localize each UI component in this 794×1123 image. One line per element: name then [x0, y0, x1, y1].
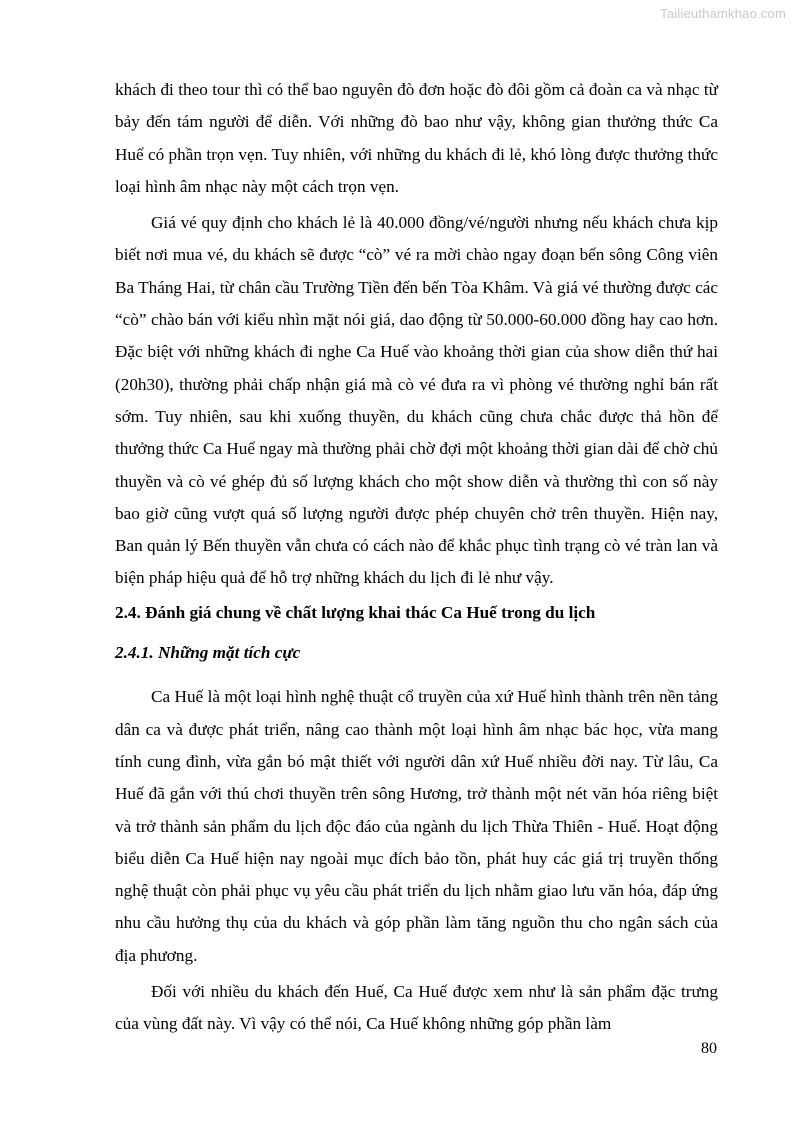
paragraph-tourist-product: Đối với nhiều du khách đến Huế, Ca Huế được xem như là sản phẩm đặc trưng của vùng đất này. Vì vậy có thể nói, Ca Huế không những góp phần làm [115, 982, 718, 1034]
section-heading: 2.4. Đánh giá chung về chất lượng khai thác Ca Huế trong du lịch [115, 602, 596, 622]
page-number: 80 [701, 1040, 717, 1057]
paragraph-positive-aspects: Ca Huế là một loại hình nghệ thuật cổ truyền của xứ Huế hình thành trên nền tảng dân ca và được phát triển, nâng cao thành một loại hình âm nhạc bác học, vừa mang tính cung đình, vừa gắn bó mật thiết với người dân xứ Huế nhiều đời nay. Từ lâu, Ca Huế đã gắn với thú chơi thuyền trên sông Hương, trở thành một nét văn hóa riêng biệt và trở thành sản phẩm du lịch độc đáo của ngành du lịch Thừa Thiên - Huế. Hoạt động biểu diễn Ca Huế hiện nay ngoài mục đích bảo tồn, phát huy các giá trị truyền thống nghệ thuật còn phải phục vụ yêu cầu phát triển du lịch nhằm giao lưu văn hóa, đáp ứng nhu cầu hưởng thụ của du khách và góp phần làm tăng nguồn thu cho ngân sách của địa phương. [115, 687, 718, 965]
page-content [115, 74, 718, 1041]
subsection-heading: 2.4.1. Những mặt tích cực [115, 643, 301, 663]
paragraph-ticket-prices: Giá vé quy định cho khách lẻ là 40.000 đồng/vé/người nhưng nếu khách chưa kịp biết nơi mua vé, du khách sẽ được “cò” vé ra mời chào ngay đoạn bến sông Công viên Ba Tháng Hai, từ chân cầu Trường Tiền đến bến Tòa Khâm. Và giá vé thường được các “cò” chào bán với kiểu nhìn mặt nói giá, dao động từ 50.000-60.000 đồng hay cao hơn. Đặc biệt với những khách đi nghe Ca Huế vào khoảng thời gian của show diễn thứ hai (20h30), thường phải chấp nhận giá mà cò vé đưa ra vì phòng vé thường nghỉ bán rất sớm. Tuy nhiên, sau khi xuống thuyền, du khách cũng chưa chắc được thả hồn để thưởng thức Ca Huế ngay mà thường phải chờ đợi một khoảng thời gian dài để chờ chủ thuyền và cò vé ghép đủ số lượng khách cho một show diễn và thường thì con số này bao giờ cũng vượt quá số lượng người được phép chuyên chở trên thuyền. Hiện nay, Ban quản lý Bến thuyền vẫn chưa có cách nào để khắc phục tình trạng cò vé tràn lan và biện pháp hiệu quả để hỗ trợ những khách du lịch đi lẻ như vậy. [115, 213, 718, 588]
watermark: Tailieuthamkhao.com [660, 6, 786, 21]
paragraph-continued: khách đi theo tour thì có thể bao nguyên đò đơn hoặc đò đôi gồm cả đoàn ca và nhạc từ bảy đến tám người để diễn. Với những đò bao như vậy, không gian thưởng thức Ca Huế có phần trọn vẹn. Tuy nhiên, với những du khách đi lẻ, khó lòng được thưởng thức loại hình âm nhạc này một cách trọn vẹn. [115, 80, 718, 196]
